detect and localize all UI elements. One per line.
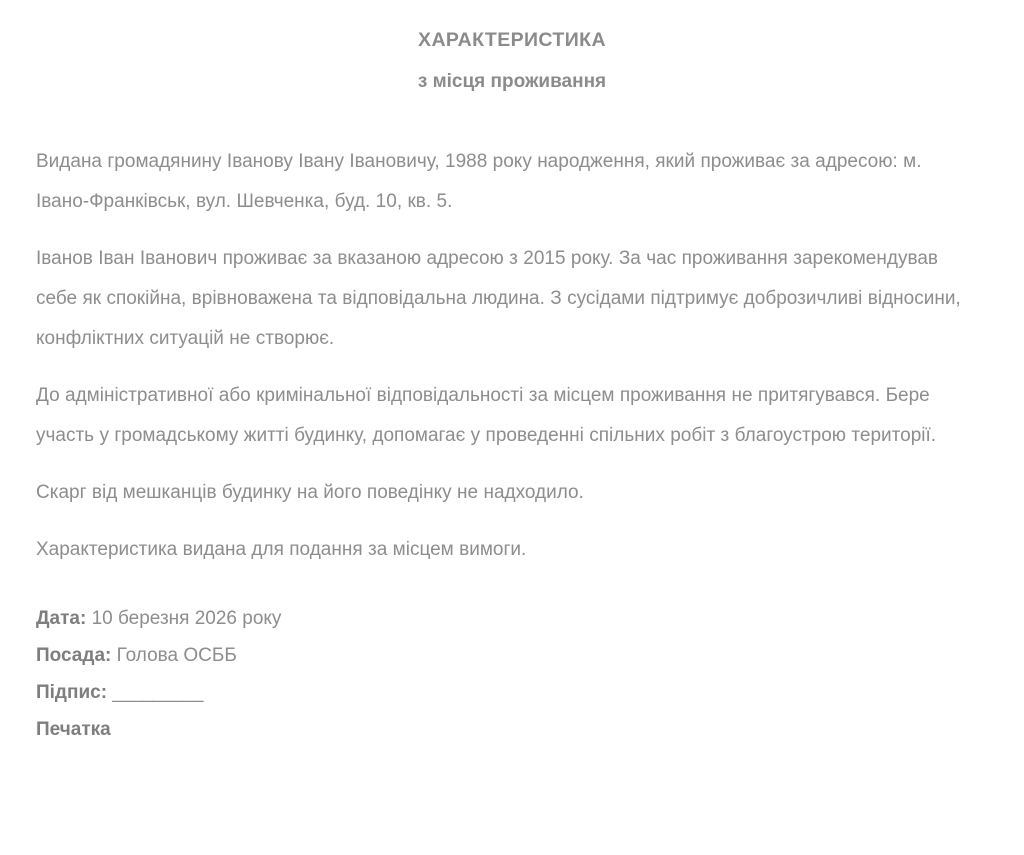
signature-line-placeholder: _________ — [112, 682, 203, 703]
signature-date-row — [36, 600, 988, 637]
signature-stamp-row — [36, 711, 988, 748]
signature-date-label: Дата: — [36, 608, 87, 629]
paragraph-purpose: Характеристика видана для подання за місцем вимоги. — [36, 539, 527, 560]
document-subtitle: з місця проживання — [417, 71, 607, 92]
document-header — [0, 0, 1024, 96]
paragraph-residence-character: Іванов Іван Іванович проживає за вказаною адресою з 2015 року. За час проживання зарекомендував себе як спокійна, врівноважена та відповідальна людина. З сусідами підтримує доброзичливі відносини, конфліктних ситуацій не створює. — [36, 248, 961, 349]
document-body — [0, 142, 1024, 570]
signature-date-value: 10 березня 2026 року — [91, 608, 282, 629]
paragraph-liability-and-community: До адміністративної або кримінальної відповідальності за місцем проживання не притягувався. Бере участь у громадському житті будинку, допомагає у проведенні спільних робіт з благоустрою території. — [36, 385, 937, 446]
paragraph-no-complaints: Скарг від мешканців будинку на його поведінку не надходило. — [36, 482, 584, 503]
signature-position-row — [36, 637, 988, 674]
signature-block — [0, 600, 1024, 748]
signature-signature-label: Підпис: — [36, 682, 108, 703]
signature-position-value: Голова ОСББ — [116, 645, 237, 666]
signature-stamp-label: Печатка — [36, 719, 111, 740]
paragraph-issued-to: Видана громадянину Іванову Івану Івановичу, 1988 року народження, який проживає за адресою: м. Івано-Франківськ, вул. Шевченка, буд. 10, кв. 5. — [36, 151, 922, 212]
signature-position-label: Посада: — [36, 645, 112, 666]
document-title: ХАРАКТЕРИСТИКА — [418, 29, 606, 51]
signature-signature-row — [36, 674, 988, 711]
